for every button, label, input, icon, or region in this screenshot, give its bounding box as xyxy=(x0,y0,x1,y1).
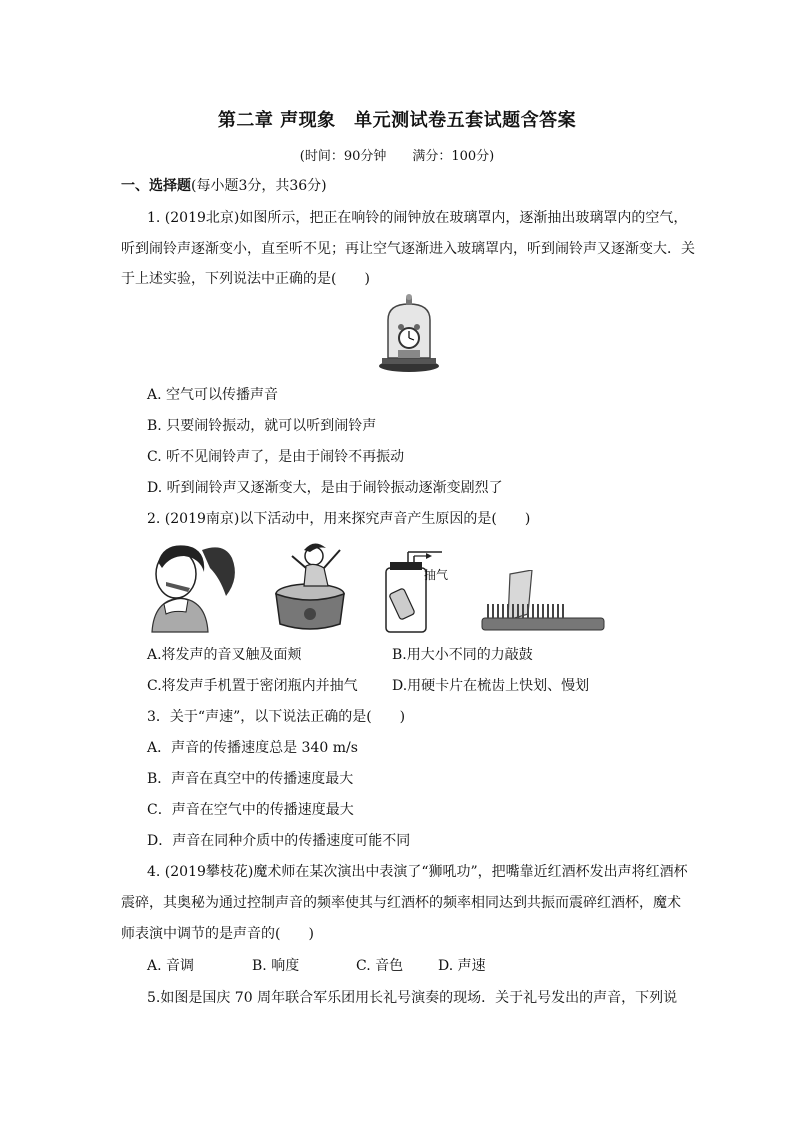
q2-option-c: C.将发声手机置于密闭瓶内并抽气 xyxy=(147,678,358,694)
section-heading xyxy=(121,177,327,195)
q4-option-a: A. 音调 xyxy=(147,958,195,974)
q5-stem-line1: 5.如图是国庆 70 周年联合军乐团用长礼号演奏的现场．关于礼号发出的声音，下列说 xyxy=(147,990,678,1006)
q3-stem: 3．关于“声速”，以下说法正确的是( ) xyxy=(147,709,406,725)
q1-stem-line2: 听到闹铃声逐渐变小，直至听不见；再让空气逐渐进入玻璃罩内，听到闹铃声又逐渐变大．关 xyxy=(121,241,695,257)
q2-option-d: D.用硬卡片在梳齿上快划、慢划 xyxy=(392,678,590,694)
q2-stem: 2. (2019南京)以下活动中，用来探究声音产生原因的是( ) xyxy=(147,511,531,527)
section-note: (每小题3分，共36分) xyxy=(191,178,327,194)
q3-option-a: A．声音的传播速度总是 340 m/s xyxy=(147,740,358,756)
q4-stem-line1: 4. (2019攀枝花)魔术师在某次演出中表演了“狮吼功”，把嘴靠近红酒杯发出声将红酒杯 xyxy=(147,864,688,880)
q4-option-b: B. 响度 xyxy=(252,958,300,974)
exam-time-score: (时间：90分钟 满分：100分) xyxy=(299,149,495,164)
drum-figure xyxy=(270,538,352,634)
q3-option-d: D．声音在同种介质中的传播速度可能不同 xyxy=(147,833,411,849)
q3-option-c: C．声音在空气中的传播速度最大 xyxy=(147,802,354,818)
q4-stem-line2: 震碎，其奥秘为通过控制声音的频率使其与红酒杯的频率相同达到共振而震碎红酒杯，魔术 xyxy=(121,895,681,911)
q3-option-b: B．声音在真空中的传播速度最大 xyxy=(147,771,354,787)
q2-option-b: B.用大小不同的力敲鼓 xyxy=(392,647,533,663)
pump-label: 抽气 xyxy=(424,568,449,582)
q4-stem-line3: 师表演中调节的是声音的( ) xyxy=(121,926,314,942)
q1-option-a: A. 空气可以传播声音 xyxy=(147,387,279,403)
q4-option-d: D. 声速 xyxy=(438,958,486,974)
q1-option-d: D. 听到闹铃声又逐渐变大，是由于闹铃振动逐渐变剧烈了 xyxy=(147,480,503,496)
sealed-bottle-figure xyxy=(380,548,444,634)
page-title: 第二章 声现象 单元测试卷五套试题含答案 xyxy=(217,110,577,131)
q4-option-c: C. 音色 xyxy=(356,958,404,974)
q1-option-c: C. 听不见闹铃声了，是由于闹铃不再振动 xyxy=(147,449,405,465)
q1-stem-line1: 1. (2019北京)如图所示，把正在响铃的闹钟放在玻璃罩内，逐渐抽出玻璃罩内的空气， xyxy=(147,210,688,226)
q1-option-b: B. 只要闹铃振动，就可以听到闹铃声 xyxy=(147,418,377,434)
q2-option-a: A.将发声的音叉触及面颊 xyxy=(147,647,302,663)
comb-card-figure xyxy=(480,570,606,634)
bell-jar-figure xyxy=(376,294,442,374)
q1-stem-line3: 于上述实验，下列说法中正确的是( ) xyxy=(121,271,370,287)
section-label: 一、选择题 xyxy=(121,178,191,194)
girl-tuning-fork-figure xyxy=(144,538,244,634)
